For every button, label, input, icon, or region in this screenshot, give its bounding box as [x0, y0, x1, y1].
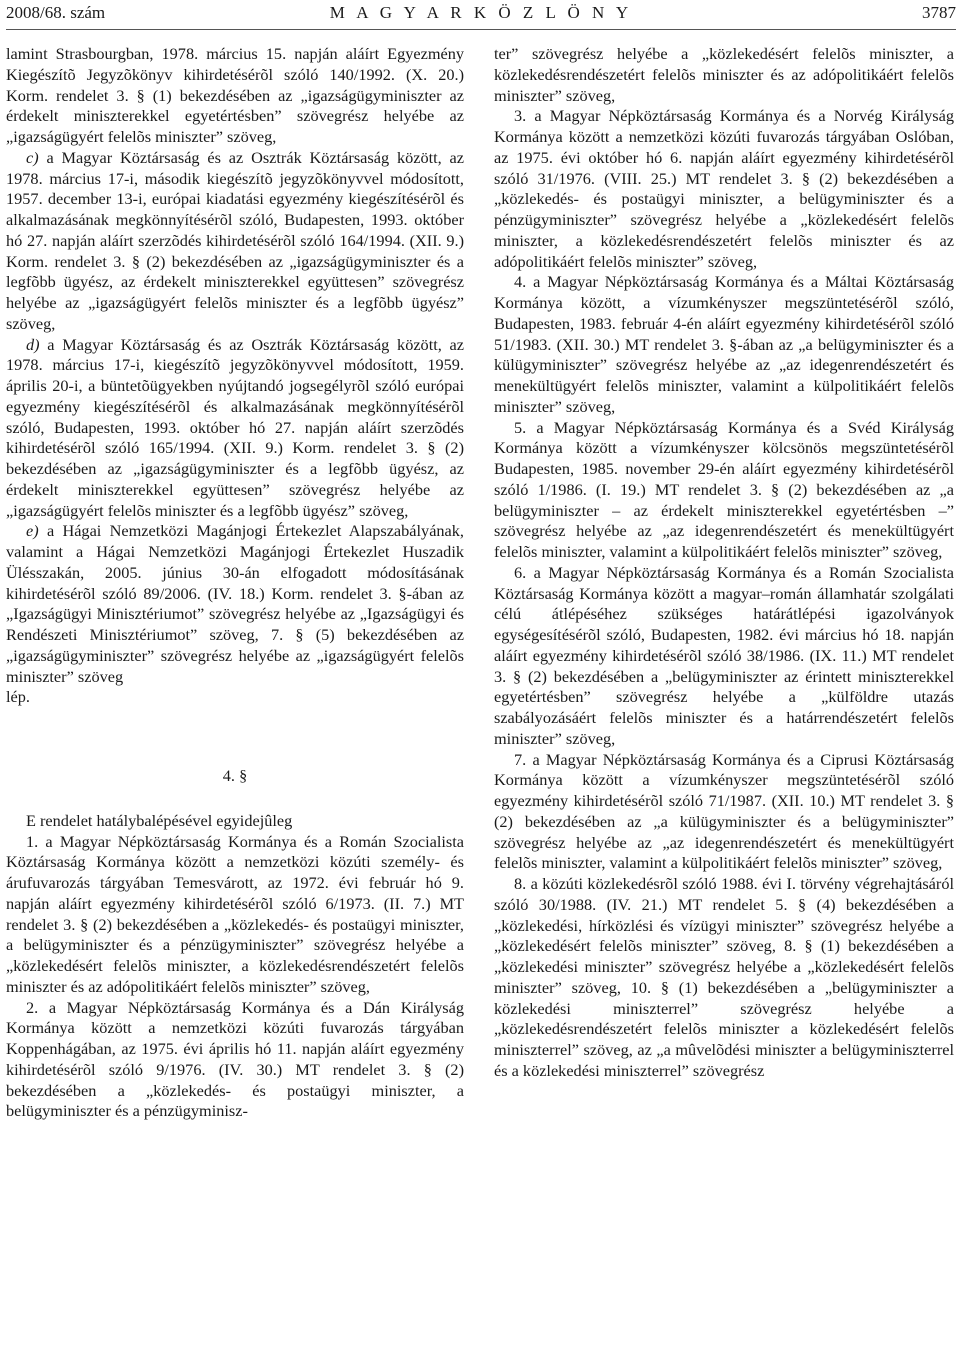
list-item: 3. a Magyar Népköztársaság Kormánya és a Norvég Királyság Kormánya között a nemzetközi közúti fuvarozás tárgyában Oslóban, az 1975. évi október hó 6. napján aláírt egyezmény kihirdetésérõl szóló 31/1976. (VIII. 25.) MT rendelet 3. § (2) bekezdésében a „közlekedés- és postaügyi miniszter, a belügyminiszter és a pénzügyminiszter” szövegrész helyébe a „közlekedésért felelõs miniszter, a közlekedésrendészetért felelõs miniszter és az adópolitikáért felelõs miniszter” szöveg,	[494, 106, 954, 271]
paragraph-e-text: a Hágai Nemzetközi Magánjogi Értekezlet Alapszabályának, valamint a Hágai Nemzetközi Magánjogi Értekezlet Huszadik Ülésszakán, 2005. június 30-án elfogadott módosításának kihirdetésérõl szóló 89/2006. (IV. 18.) Korm. rendelet 3. §-ában az „Igazságügyi Minisztériumot” szövegrész helyébe az „Igazságügyi és Rendészeti Minisztériumot” szöveg, 7. § (5) bekezdésében az „igazságügyminiszter” szövegrész helyébe az „igazságügyért felelõs miniszter” szöveg	[6, 521, 464, 686]
page-number: 3787	[922, 3, 956, 22]
item-label-c: c)	[26, 147, 39, 167]
paragraph-continuation: ter” szövegrész helyébe a „közlekedésért felelõs miniszter, a közlekedésrendészetért felelõs miniszter és az adópolitikáért felelõs miniszter” szöveg,	[494, 44, 954, 105]
list-item: 8. a közúti közlekedésrõl szóló 1988. évi I. törvény végrehajtásáról szóló 30/1988. (IV. 21.) MT rendelet 5. § (4) bekezdésében a „közlekedési, hírközlési és vízügyi miniszter” szövegrész helyébe a „közlekedésért felelõs miniszter” szöveg, 8. § (1) bekezdésében a „közlekedési miniszter” szövegrész helyébe a „közlekedésért felelõs miniszter” szöveg, 10. § (1) bekezdésében a „belügyminiszter a közlekedési miniszterrel” szövegrész helyébe a „közlekedésrendészetért felelõs miniszter a közlekedésért felelõs miniszterrel” szöveg, az „a mûvelõdési miniszter a belügyminiszterrel és a közlekedési miniszterrel” szövegrész	[494, 874, 954, 1080]
list-item: 4. a Magyar Népköztársaság Kormánya és a Máltai Köztársaság Kormánya között, a vízumkényszer megszüntetésérõl szóló, Budapesten, 1983. február 4-én aláírt egyezmény kihirdetésérõl szóló 51/1983. (XII. 30.) MT rendelet 3. §-ában az „a belügyminiszter és a külügyminiszter” szövegrész helyébe az „az idegenrendészetért és menekültügyért felelõs miniszter, valamint a külpolitikáért felelõs miniszter” szöveg,	[494, 272, 954, 416]
list-item: 7. a Magyar Népköztársaság Kormánya és a Ciprusi Köztársaság Kormánya között a vízumkényszer megszüntetésérõl szóló egyezmény kihirdetésérõl szóló 71/1987. (XII. 10.) MT rendelet 3. § (2) bekezdésében az „a külügyminiszter és a belügyminiszter” szövegrész helyébe az „az idegenrendészetért és menekültügyért felelõs miniszter, valamint a külpolitikáért felelõs miniszter” szöveg,	[494, 749, 954, 873]
section-intro: E rendelet hatálybalépésével egyidejûleg	[26, 810, 293, 830]
list-item: 2. a Magyar Népköztársaság Kormánya és a Dán Királyság Kormánya között a nemzetközi közúti fuvarozás tárgyában Koppenhágában, az 1975. évi április hó 11. napján aláírt egyezmény kihirdetésérõl szóló 9/1976. (IV. 30.) MT rendelet 3. § (2) bekezdésében a „közlekedés- és postaügyi miniszter, a belügyminiszter és a pénzügyminisz-	[6, 997, 464, 1121]
list-item: 5. a Magyar Népköztársaság Kormánya és a Svéd Királyság Kormánya között a vízumkényszer kölcsönös megszüntetésérõl Budapesten, 1985. november 29-én aláírt egyezmény kihirdetésérõl szóló 1/1986. (I. 19.) MT rendelet 3. § (2) bekezdésében az „a belügyminiszter – az érdekelt miniszterekkel egyetértésben –” szövegrész helyébe az „az idegenrendészetért és menekültügyért felelõs miniszter, valamint a külpolitikáért felelõs miniszter” szöveg,	[494, 417, 954, 561]
publication-title: M A G Y A R K Ö Z L Ö N Y	[329, 3, 633, 22]
paragraph-d	[6, 335, 464, 522]
header-divider	[6, 29, 956, 30]
section-heading: 4. §	[222, 766, 248, 785]
issue-number: 2008/68. szám	[6, 3, 106, 22]
left-column	[6, 44, 464, 1122]
paragraph-e	[6, 521, 464, 687]
list-item: 6. a Magyar Népköztársaság Kormánya és a Román Szocialista Köztársaság Kormánya között a magyar–román államhatár szolgálati célú átlépéséhez szükséges határátlépési igazolványok egységesítésérõl szóló, Budapesten, 1982. évi március hó 18. napján aláírt egyezmény kihirdetésérõl szóló 38/1986. (IX. 11.) MT rendelet 3. § (2) bekezdésében a „belügyminiszter az érintett miniszterekkel egyetértésben” szövegrész helyébe a „külföldre utazás szabályozásáért felelõs miniszter és a határrendészetért felelõs miniszter” szöveg,	[494, 562, 954, 748]
right-column	[494, 44, 954, 1082]
page-header	[6, 2, 956, 28]
list-item: 1. a Magyar Népköztársaság Kormánya és a Román Szocialista Köztársaság Kormánya között a nemzetközi közúti személy- és árufuvarozás tárgyában Temesvárott, az 1972. évi február hó 9. napján aláírt egyezmény kihirdetésérõl szóló 6/1973. (II. 7.) MT rendelet 3. § (2) bekezdésében a „közlekedés- és postaügyi miniszter, a belügyminiszter és a pénzügyminiszter” szövegrész helyébe a „közlekedésért felelõs miniszter, a közlekedésrendészetért felelõs miniszter és az adópolitikáért felelõs miniszter” szöveg,	[6, 831, 464, 996]
paragraph-lep: lép.	[6, 687, 30, 707]
paragraph-c-text: a Magyar Köztársaság és az Osztrák Köztársaság között, az 1978. március 17-i, második kiegészítõ jegyzõkönyvvel módosított, 1957. december 13-i, európai kiadatási egyezmény kiegészítésérõl és alkalmazásának megkönnyítésérõl szóló, Budapesten, 1993. október hó 27. napján aláírt szerzõdés kihirdetésérõl szóló 164/1994. (XII. 9.) Korm. rendelet 3. § (2) bekezdésében az „igazságügyminiszter és a legfõbb ügyész, az érdekelt miniszterekkel együttesen” szövegrész helyébe az „igazságügyért felelõs miniszter és a legfõbb ügyész” szöveg,	[6, 147, 464, 333]
paragraph-continuation: lamint Strasbourgban, 1978. március 15. napján aláírt Egyezmény Kiegészítõ Jegyzõkönyv kihirdetésérõl szóló 140/1992. (X. 20.) Korm. rendelet 3. § (1) bekezdésében az „igazságügyminiszter az érdekelt miniszterekkel egyetértésben” szövegrész helyébe az „igazságügyért felelõs miniszter” szöveg,	[6, 44, 464, 146]
item-label-e: e)	[26, 521, 39, 541]
item-label-d: d)	[26, 334, 40, 354]
paragraph-d-text: a Magyar Köztársaság és az Osztrák Köztársaság között, az 1978. március 17-i, kiegészítõ jegyzõkönyvvel módosított, 1959. április 20-i, a büntetõügyekben nyújtandó jogsegélyrõl szóló európai egyezmény kiegészítésérõl és alkalmazásának megkönnyítésérõl szóló, Budapesten, 1993. október hó 27. napján aláírt szerzõdés kihirdetésérõl szóló 165/1994. (XII. 9.) Korm. rendelet 3. § (2) bekezdésében az „igazságügyminiszter és a legfõbb ügyész, az érdekelt miniszterekkel együttesen” szövegrész helyébe az „igazságügyért felelõs miniszter és a legfõbb ügyész” szöveg,	[6, 334, 464, 520]
paragraph-c	[6, 148, 464, 335]
